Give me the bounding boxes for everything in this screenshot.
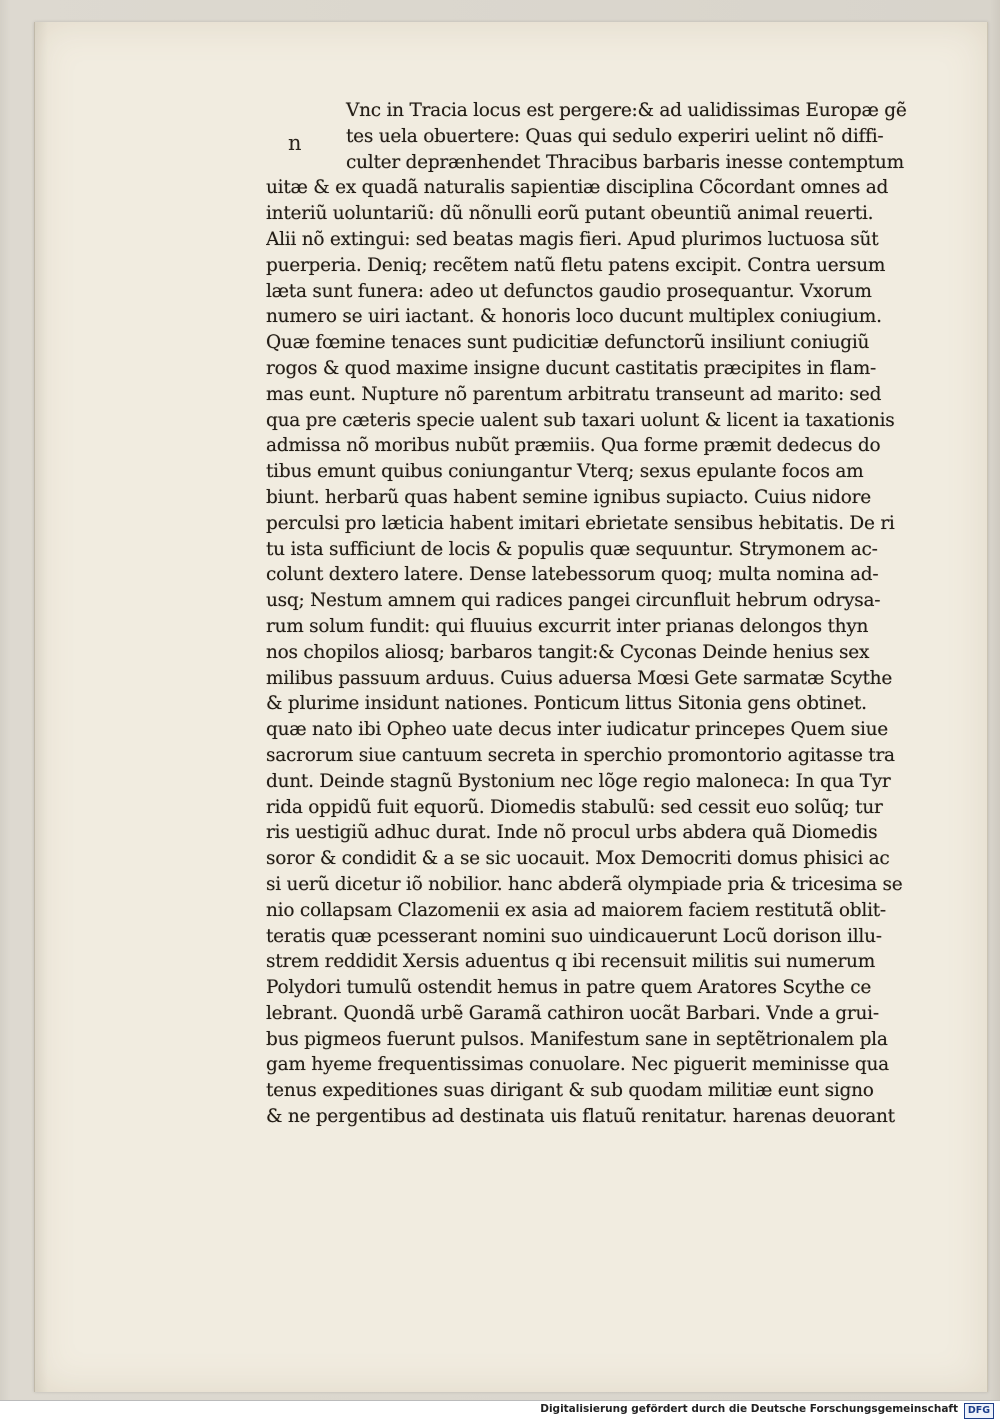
text-line: qua pre cæteris specie ualent sub taxari uolunt & licent ia taxationis (266, 409, 895, 431)
text-line: tes uela obuertere: Quas qui sedulo experiri uelint nõ diffi- (346, 125, 884, 147)
text-line: nio collapsam Clazomenii ex asia ad maiorem faciem restitutã oblit- (266, 899, 886, 921)
text-line: dunt. Deinde stagnũ Bystonium nec lõge regio maloneca: In qua Tyr (266, 770, 891, 792)
text-line: mas eunt. Nupture nõ parentum arbitratu transeunt ad marito: sed (266, 383, 882, 405)
text-line: si uerũ dicetur iõ nobilior. hanc abderã olympiade pria & tricesima se (266, 873, 903, 895)
text-line: sacrorum siue cantuum secreta in sperchio promontorio agitasse tra (266, 744, 895, 766)
text-line: uitæ & ex quadã naturalis sapientiæ disciplina Cõcordant omnes ad (266, 177, 889, 199)
text-line: rida oppidũ fuit equorũ. Diomedis stabulũ: sed cessit euo solũq; tur (266, 796, 883, 818)
text-line: soror & condidit & a se sic uocauit. Mox Democriti domus phisici ac (266, 848, 890, 870)
text-line: gam hyeme frequentissimas conuolare. Nec piguerit meminisse qua (266, 1054, 889, 1076)
text-block (266, 98, 956, 1130)
text-line: & plurime insidunt nationes. Ponticum littus Sitonia gens obtinet. (266, 693, 867, 715)
funding-credit: Digitalisierung gefördert durch die Deutsche Forschungsgemeinschaft (540, 1403, 958, 1415)
text-line: tibus emunt quibus coniungantur Vterq; sexus epulante focos am (266, 461, 864, 483)
text-line: Quæ fœmine tenaces sunt pudicitiæ defunctorũ insiliunt coniugiũ (266, 332, 870, 354)
dfg-logo-icon: DFG (964, 1403, 994, 1419)
text-line: quæ nato ibi Opheo uate decus inter iudicatur princepes Quem siue (266, 719, 888, 741)
text-line: tenus expeditiones suas dirigant & sub quodam militiæ eunt signo (266, 1080, 874, 1102)
text-line: usq; Nestum amnem qui radices pangei circunfluit hebrum odrysa- (266, 590, 881, 612)
text-line: Alii nõ extingui: sed beatas magis fieri. Apud plurimos luctuosa sũt (266, 228, 879, 250)
text-line: interiũ uoluntariũ: dũ nõnulli eorũ putant obeuntiũ animal reuerti. (266, 203, 874, 225)
text-line: strem reddidit Xersis aduentus q ibi recensuit militis sui numerum (266, 951, 876, 973)
initial-letter-guide: n (288, 131, 302, 155)
text-line: lebrant. Quondã urbẽ Garamã cathiron uocãt Barbari. Vnde a grui- (266, 1002, 879, 1024)
text-line: numero se uiri iactant. & honoris loco ducunt multiplex coniugium. (266, 306, 882, 328)
text-line: perculsi pro læticia habent imitari ebrietate sensibus hebitatis. De ri (266, 512, 895, 534)
footer-bar (0, 1400, 1000, 1420)
text-line: tu ista sufficiunt de locis & populis quæ sequuntur. Strymonem ac- (266, 538, 878, 560)
text-line: ris uestigiũ adhuc durat. Inde nõ procul urbs abdera quã Diomedis (266, 822, 878, 844)
text-line: Polydori tumulũ ostendit hemus in patre quem Aratores Scythe ce (266, 977, 872, 999)
text-line: bus pigmeos fuerunt pulsos. Manifestum sane in septẽtrionalem pla (266, 1028, 888, 1050)
text-line: rogos & quod maxime insigne ducunt castitatis præcipites in flam- (266, 357, 877, 379)
text-line: Vnc in Tracia locus est pergere:& ad ualidissimas Europæ gẽ (346, 100, 907, 121)
text-line: & ne pergentibus ad destinata uis flatuũ renitatur. harenas deuorant (266, 1106, 895, 1128)
text-line: culter deprænhendet Thracibus barbaris inesse contemptum (346, 151, 904, 173)
text-line: teratis quæ pcesserant nomini suo uindicauerunt Locũ dorison illu- (266, 925, 882, 947)
text-line: milibus passuum arduus. Cuius aduersa Mœsi Gete sarmatæ Scythe (266, 667, 893, 689)
text-line: admissa nõ moribus nubũt præmiis. Qua forme præmit dedecus do (266, 435, 881, 457)
page-gutter-shadow (34, 22, 48, 1392)
text-line: puerperia. Deniq; recẽtem natũ fletu patens excipit. Contra uersum (266, 254, 886, 276)
text-line: colunt dextero latere. Dense latebessorum quoq; multa nomina ad- (266, 564, 879, 586)
text-line: nos chopilos aliosq; barbaros tangit:& Cyconas Deinde henius sex (266, 641, 870, 663)
text-line: biunt. herbarũ quas habent semine ignibus supiacto. Cuius nidore (266, 486, 871, 508)
text-line: læta sunt funera: adeo ut defunctos gaudio prosequantur. Vxorum (266, 280, 872, 302)
text-line: rum solum fundit: qui fluuius excurrit inter prianas delongos thyn (266, 615, 869, 637)
